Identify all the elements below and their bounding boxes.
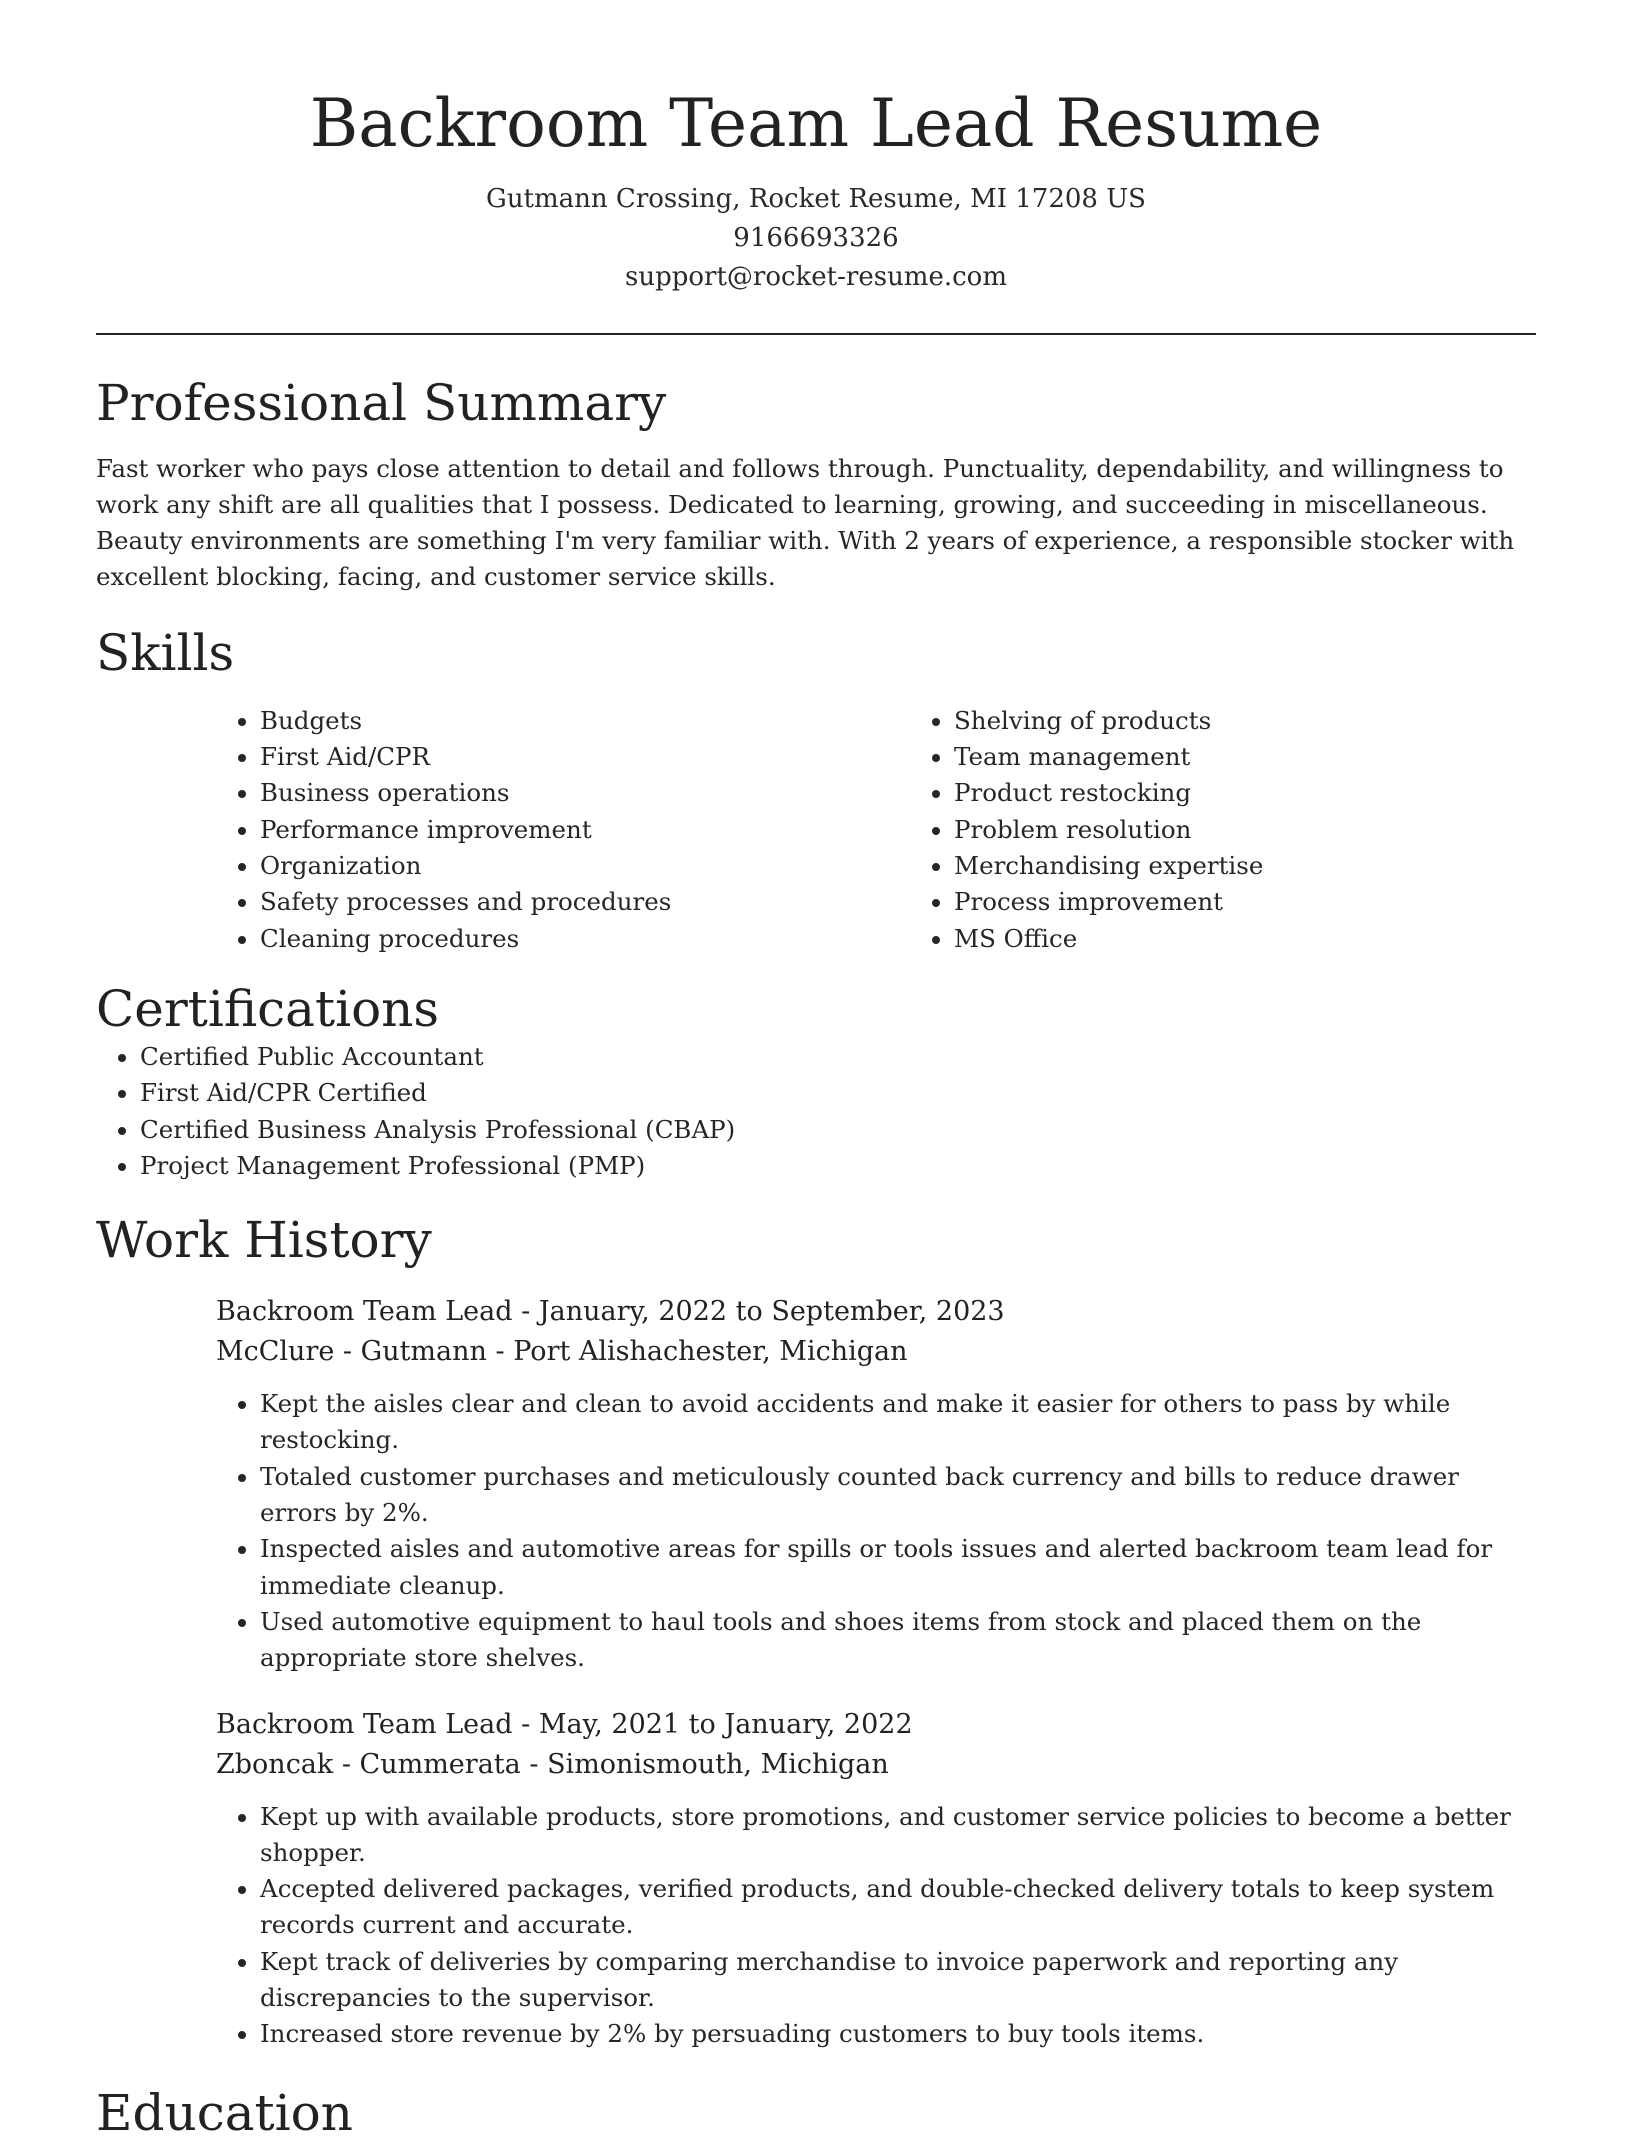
job-entry [216,1705,1536,2053]
list-item: • MS Office [954,921,1604,957]
work-history-heading: Work History [96,1211,432,1270]
job-title: Backroom Team Lead [216,1296,513,1328]
education-section [96,2083,1536,2143]
job-title-line [216,1705,1536,1745]
list-item: • Totaled customer purchases and meticulously counted back currency and bills to reduce drawer errors by 2%. [260,1459,1536,1532]
list-item: • Accepted delivered packages, verified products, and double-checked delivery totals to keep system records current and accurate. [260,1871,1536,1944]
skills-columns [216,703,1536,957]
job-bullets [216,1386,1536,1676]
summary-section [96,373,1536,595]
resume-page [96,0,1536,2143]
list-item: • First Aid/CPR [260,739,910,775]
education-heading: Education [96,2083,353,2142]
list-item: • Certified Business Analysis Professional (CBAP) [140,1112,1536,1148]
list-item: • Merchandising expertise [954,848,1604,884]
list-item: • Problem resolution [954,812,1604,848]
list-item: • Shelving of products [954,703,1604,739]
job-location: Port Alishachester, Michigan [513,1336,908,1368]
list-item: • Team management [954,739,1604,775]
list-item: • Increased store revenue by 2% by persuading customers to buy tools items. [260,2016,1536,2052]
certifications-section [96,979,1536,1184]
list-item: • Organization [260,848,910,884]
resume-header [96,0,1536,297]
job-entry [216,1292,1536,1676]
job-company: Zboncak - Cummerata [216,1748,521,1780]
phone: 9166693326 [733,222,899,253]
contact-info [96,180,1536,297]
list-item: • Budgets [260,703,910,739]
summary-heading: Professional Summary [96,373,667,432]
list-item: • First Aid/CPR Certified [140,1075,1536,1111]
list-item: • Cleaning procedures [260,921,910,957]
certifications-heading: Certifications [96,979,440,1038]
list-item: • Process improvement [954,884,1604,920]
list-item: • Performance improvement [260,812,910,848]
separator: - [529,1748,548,1780]
certifications-list [96,1039,1536,1184]
skills-list-right [910,703,1604,957]
job-title-line [216,1292,1536,1332]
separator: - [521,1708,539,1740]
list-item: • Safety processes and procedures [260,884,910,920]
summary-text: Fast worker who pays close attention to detail and follows through. Punctuality, dependability, and willingness to work any shift are all qualities that I possess. Dedicated to learning, growing, and succeeding in miscellaneous. Beauty environments are something I'm very familiar with. With 2 years of experience, a responsible stocker with excellent blocking, facing, and customer service skills. [96,453,1515,591]
page-title: Backroom Team Lead Resume [309,85,1323,162]
list-item: • Certified Public Accountant [140,1039,1536,1075]
separator: - [495,1336,514,1368]
job-bullets [216,1799,1536,2053]
job-company: McClure - Gutmann [216,1336,487,1368]
address: Gutmann Crossing, Rocket Resume, MI 17208 US [486,183,1146,214]
job-company-line [216,1332,1536,1372]
skills-section [96,623,1536,957]
job-title: Backroom Team Lead [216,1708,513,1740]
job-dates: May, 2021 to January, 2022 [538,1708,913,1740]
list-item: • Business operations [260,775,910,811]
list-item: • Kept the aisles clear and clean to avoid accidents and make it easier for others to pass by while restocking. [260,1386,1536,1459]
list-item: • Kept track of deliveries by comparing merchandise to invoice paperwork and reporting any discrepancies to the supervisor. [260,1944,1536,2017]
skills-heading: Skills [96,623,235,682]
email[interactable]: support@rocket-resume.com [624,261,1007,292]
separator: - [521,1296,539,1328]
list-item: • Inspected aisles and automotive areas for spills or tools issues and alerted backroom team lead for immediate cleanup. [260,1531,1536,1604]
list-item: • Product restocking [954,775,1604,811]
list-item: • Kept up with available products, store promotions, and customer service policies to become a better shopper. [260,1799,1536,1872]
header-divider [96,333,1536,335]
job-location: Simonismouth, Michigan [547,1748,889,1780]
list-item: • Project Management Professional (PMP) [140,1148,1536,1184]
job-dates: January, 2022 to September, 2023 [538,1296,1005,1328]
work-history-section [96,1210,1536,2052]
skills-list-left [216,703,910,957]
job-company-line [216,1745,1536,1785]
list-item: • Used automotive equipment to haul tools and shoes items from stock and placed them on the appropriate store shelves. [260,1604,1536,1677]
